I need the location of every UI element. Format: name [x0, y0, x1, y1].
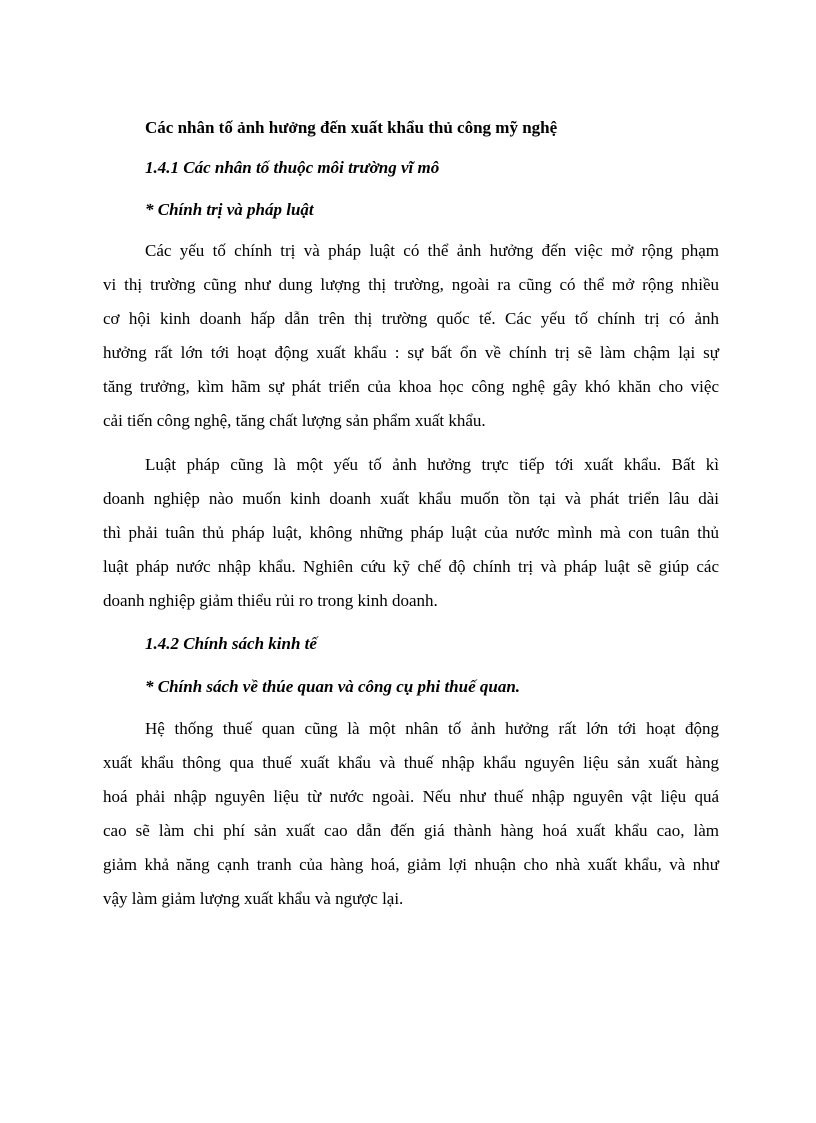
paragraph-2-line: doanh nghiệp nào muốn kinh doanh xuất khẩu muốn tồn tại và phát triển lâu dài	[103, 489, 719, 508]
paragraph-3-line: Hệ thống thuế quan cũng là một nhân tố ảnh hưởng rất lớn tới hoạt động	[145, 719, 719, 738]
paragraph-3-line: giảm khả năng cạnh tranh của hàng hoá, giảm lợi nhuận cho nhà xuất khẩu, và như	[103, 855, 719, 874]
paragraph-1-line: cải tiến công nghệ, tăng chất lượng sản phẩm xuất khẩu.	[103, 411, 486, 430]
tariff-subheading: * Chính sách về thúe quan và công cụ phi thuế quan.	[145, 677, 521, 696]
section-1-4-1-heading: 1.4.1 Các nhân tố thuộc môi trường vĩ mô	[145, 158, 440, 177]
paragraph-2-line: luật pháp nước nhập khẩu. Nghiên cứu kỹ chế độ chính trị và pháp luật sẽ giúp các	[103, 557, 719, 576]
paragraph-1-line: tăng trưởng, kìm hãm sự phát triển của khoa học công nghệ gây khó khăn cho việc	[103, 377, 719, 396]
paragraph-1-line: Các yếu tố chính trị và pháp luật có thể ảnh hưởng đến việc mở rộng phạm	[145, 241, 719, 260]
section-1-4-2-heading: 1.4.2 Chính sách kinh tế	[145, 634, 317, 653]
politics-law-subheading: * Chính trị và pháp luật	[145, 200, 314, 219]
paragraph-3-line: hoá phải nhập nguyên liệu từ nước ngoài. Nếu như thuế nhập nguyên vật liệu quá	[103, 787, 719, 806]
paragraph-2-line: thì phải tuân thủ pháp luật, không những pháp luật của nước mình mà con tuân thủ	[103, 523, 719, 542]
paragraph-1-line: cơ hội kinh doanh hấp dẫn trên thị trường quốc tế. Các yếu tố chính trị có ảnh	[103, 309, 719, 328]
paragraph-2-line: doanh nghiệp giảm thiểu rủi ro trong kinh doanh.	[103, 591, 438, 610]
paragraph-2-line: Luật pháp cũng là một yếu tố ảnh hưởng trực tiếp tới xuất khẩu. Bất kì	[145, 455, 719, 474]
paragraph-3-line: xuất khẩu thông qua thuế xuất khẩu và thuế nhập khẩu nguyên liệu sản xuất hàng	[103, 753, 719, 772]
paragraph-3-line: vậy làm giảm lượng xuất khẩu và ngược lại.	[103, 889, 404, 908]
paragraph-1-line: hưởng rất lớn tới hoạt động xuất khẩu : sự bất ổn về chính trị sẽ làm chậm lại sự	[103, 343, 719, 362]
paragraph-3-line: cao sẽ làm chi phí sản xuất cao dẫn đến giá thành hàng hoá xuất khẩu cao, làm	[103, 821, 719, 840]
document-heading: Các nhân tố ảnh hưởng đến xuất khẩu thủ công mỹ nghệ	[145, 118, 558, 137]
paragraph-1-line: vi thị trường cũng như dung lượng thị trường, ngoài ra cũng có thể mở rộng nhiều	[103, 275, 719, 294]
